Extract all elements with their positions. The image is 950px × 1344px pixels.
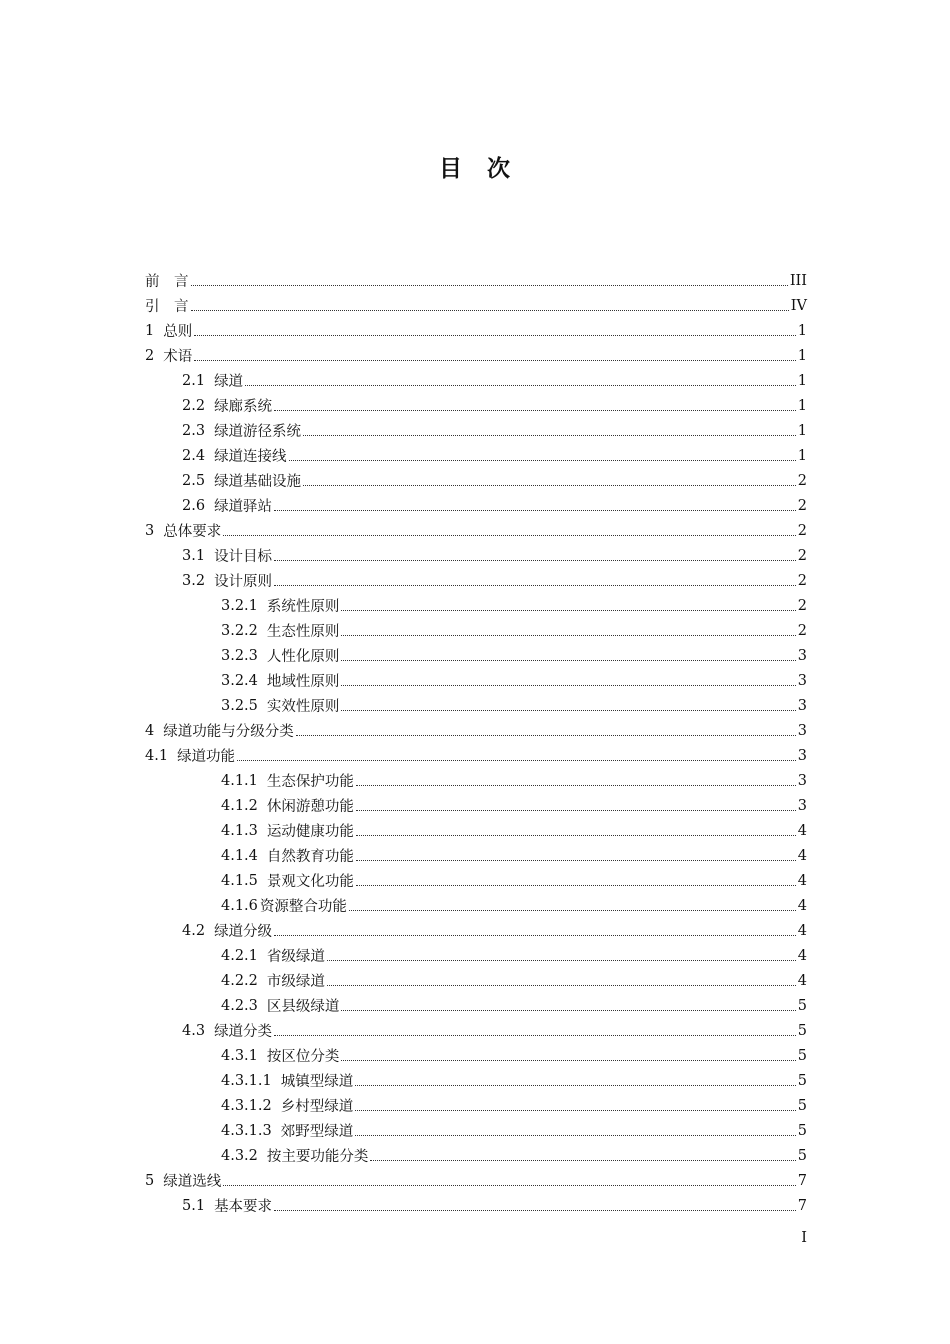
- toc-entry-number: 2.6: [182, 497, 206, 514]
- toc-entry[interactable]: [145, 318, 807, 343]
- toc-leader-dots: [341, 1060, 795, 1061]
- toc-entry-page: 2: [797, 597, 807, 614]
- toc-entry[interactable]: [145, 493, 807, 518]
- toc-entry[interactable]: [145, 593, 807, 618]
- toc-entry-page: 3: [797, 722, 807, 739]
- toc-entry-title: 绿道功能: [177, 749, 236, 765]
- toc-leader-dots: [303, 485, 796, 486]
- toc-entry-page: 5: [797, 1072, 807, 1089]
- toc-entry[interactable]: [145, 693, 807, 718]
- toc-entry-title: 人性化原则: [266, 649, 340, 665]
- toc-entry[interactable]: [145, 368, 807, 393]
- toc-entry-page: 2: [797, 547, 807, 564]
- toc-entry-title: 按区位分类: [266, 1049, 340, 1065]
- toc-entry-title: 运动健康功能: [266, 824, 354, 840]
- toc-entry[interactable]: [145, 818, 807, 843]
- toc-entry-title: 生态保护功能: [266, 774, 354, 790]
- toc-entry-title: 设计原则: [214, 574, 273, 590]
- toc-entry-page: 1: [797, 422, 807, 439]
- toc-leader-dots: [296, 735, 796, 736]
- toc-entry-page: 3: [797, 647, 807, 664]
- toc-entry-title: 郊野型绿道: [280, 1124, 354, 1140]
- toc-entry-page: 4: [797, 822, 807, 839]
- toc-entry-number: 4.3.1.1: [221, 1072, 272, 1089]
- toc-entry-page: 5: [797, 1047, 807, 1064]
- toc-leader-dots: [341, 660, 795, 661]
- toc-leader-dots: [355, 1085, 796, 1086]
- toc-entry-page: 3: [797, 672, 807, 689]
- toc-entry[interactable]: [145, 468, 807, 493]
- toc-entry-number: 4.3: [182, 1022, 206, 1039]
- toc-entry-title: 自然教育功能: [266, 849, 354, 865]
- toc-entry-title: 地域性原则: [266, 674, 340, 690]
- toc-leader-dots: [274, 1210, 796, 1211]
- toc-entry-number: 2.4: [182, 447, 206, 464]
- toc-entry-title: 绿道游径系统: [214, 424, 302, 440]
- toc-entry-page: 5: [797, 997, 807, 1014]
- toc-entry[interactable]: [145, 1143, 807, 1168]
- toc-leader-dots: [355, 1135, 796, 1136]
- toc-leader-dots: [341, 710, 795, 711]
- toc-leader-dots: [274, 560, 796, 561]
- toc-entry[interactable]: [145, 618, 807, 643]
- toc-leader-dots: [370, 1160, 795, 1161]
- toc-leader-dots: [274, 585, 796, 586]
- toc-entry-title: 系统性原则: [266, 599, 340, 615]
- toc-entry-title: 城镇型绿道: [280, 1074, 354, 1090]
- toc-entry-number: 5.1: [182, 1197, 206, 1214]
- toc-entry[interactable]: [145, 893, 807, 918]
- toc-leader-dots: [274, 1035, 796, 1036]
- toc-entry-page: 3: [797, 747, 807, 764]
- toc-entry-page: 4: [797, 922, 807, 939]
- toc-entry-number: 4.2.1: [221, 947, 258, 964]
- toc-entry-number: 4.1.1: [221, 772, 258, 789]
- toc-entry-page: 2: [797, 572, 807, 589]
- toc-entry-page: 3: [797, 697, 807, 714]
- toc-entry-title: 总体要求: [163, 524, 222, 540]
- toc-entry-title: 绿道基础设施: [214, 474, 302, 490]
- page-title: 目 次: [439, 156, 511, 182]
- toc-entry[interactable]: [145, 643, 807, 668]
- toc-entry-number: 2.1: [182, 372, 206, 389]
- toc-entry-page: 4: [797, 972, 807, 989]
- toc-leader-dots: [223, 1185, 796, 1186]
- toc-entry-title: 绿道功能与分级分类: [163, 724, 294, 740]
- toc-entry-page: 4: [797, 872, 807, 889]
- toc-leader-dots: [356, 810, 796, 811]
- toc-leader-dots: [356, 835, 796, 836]
- toc-entry[interactable]: [145, 568, 807, 593]
- toc-entry-title: 绿道驿站: [214, 499, 273, 515]
- toc-entry[interactable]: [145, 1168, 807, 1193]
- toc-entry[interactable]: [145, 743, 807, 768]
- toc-entry-number: 2.2: [182, 397, 206, 414]
- toc-leader-dots: [303, 435, 796, 436]
- toc-entry-number: 4.1.2: [221, 797, 258, 814]
- toc-entry[interactable]: [145, 1018, 807, 1043]
- toc-entry-number: 4.3.1.2: [221, 1097, 272, 1114]
- toc-entry-page: 2: [797, 522, 807, 539]
- toc-entry[interactable]: [145, 393, 807, 418]
- toc-entry[interactable]: [145, 943, 807, 968]
- toc-entry-page: 5: [797, 1147, 807, 1164]
- toc-entry-title: 区县级绿道: [266, 999, 340, 1015]
- toc-leader-dots: [274, 935, 796, 936]
- toc-entry-page: 7: [797, 1197, 807, 1214]
- toc-entry-number: 4.1.4: [221, 847, 258, 864]
- toc-entry[interactable]: [145, 668, 807, 693]
- toc-entry-page: 2: [797, 497, 807, 514]
- toc-entry-number: 1: [145, 322, 155, 339]
- toc-leader-dots: [274, 510, 796, 511]
- toc-entry[interactable]: [145, 918, 807, 943]
- toc-entry-title: 绿道分级: [214, 924, 273, 940]
- toc-entry-number: 4.3.1.3: [221, 1122, 272, 1139]
- toc-leader-dots: [194, 360, 796, 361]
- toc-entry-title: 引 言: [145, 299, 189, 315]
- toc-entry-title: 生态性原则: [266, 624, 340, 640]
- toc-entry-title: 休闲游憩功能: [266, 799, 354, 815]
- toc-leader-dots: [349, 910, 796, 911]
- toc-entry-page: 1: [797, 447, 807, 464]
- toc-leader-dots: [341, 635, 795, 636]
- toc-entry-number: 2.5: [182, 472, 206, 489]
- toc-leader-dots: [237, 760, 796, 761]
- toc-entry[interactable]: [145, 868, 807, 893]
- toc-entry-number: 3.2.4: [221, 672, 258, 689]
- toc-entry-title: 实效性原则: [266, 699, 340, 715]
- toc-entry-number: 4.2: [182, 922, 206, 939]
- toc-entry-title: 绿道选线: [163, 1174, 222, 1190]
- toc-entry-page: 2: [797, 472, 807, 489]
- toc-entry-page: 1: [797, 397, 807, 414]
- toc-entry[interactable]: [145, 293, 807, 318]
- toc-entry-title: 景观文化功能: [266, 874, 354, 890]
- toc-entry[interactable]: [145, 343, 807, 368]
- toc-entry-page: 7: [797, 1172, 807, 1189]
- toc-entry-page: 2: [797, 622, 807, 639]
- toc-entry-number: 4.1.5: [221, 872, 258, 889]
- toc-entry[interactable]: [145, 843, 807, 868]
- toc-entry[interactable]: [145, 268, 807, 293]
- toc-entry-title: 省级绿道: [266, 949, 325, 965]
- toc-entry[interactable]: [145, 1068, 807, 1093]
- toc-entry[interactable]: [145, 1093, 807, 1118]
- toc-entry-page: 1: [797, 347, 807, 364]
- toc-entry-page: 5: [797, 1022, 807, 1039]
- toc-entry-number: 4.1.3: [221, 822, 258, 839]
- toc-entry-page: 1: [797, 322, 807, 339]
- toc-entry-number: 3.2: [182, 572, 206, 589]
- toc-entry[interactable]: [145, 968, 807, 993]
- toc-leader-dots: [191, 310, 789, 311]
- toc-entry-title: 基本要求: [214, 1199, 273, 1215]
- toc-entry-page: IV: [790, 297, 807, 314]
- toc-entry-title: 按主要功能分类: [266, 1149, 369, 1165]
- toc-entry-page: III: [789, 272, 807, 289]
- toc-entry-number: 3.1: [182, 547, 206, 564]
- toc-entry-number: 4.3.1: [221, 1047, 258, 1064]
- toc-entry-number: 2.3: [182, 422, 206, 439]
- toc-entry-number: 3.2.5: [221, 697, 258, 714]
- toc-entry-number: 2: [145, 347, 155, 364]
- toc-entry-title: 总则: [163, 324, 193, 340]
- toc-entry-number: 4.1: [145, 747, 169, 764]
- toc-entry-number: 3.2.2: [221, 622, 258, 639]
- toc-leader-dots: [274, 410, 796, 411]
- toc-leader-dots: [355, 1110, 796, 1111]
- toc-entry-title: 绿廊系统: [214, 399, 273, 415]
- toc-entry-title: 市级绿道: [266, 974, 325, 990]
- toc-entry-number: 3: [145, 522, 155, 539]
- toc-entry-number: 3.2.3: [221, 647, 258, 664]
- toc-leader-dots: [191, 285, 788, 286]
- page-number: I: [801, 1230, 807, 1246]
- toc-entry-page: 5: [797, 1122, 807, 1139]
- toc-entry[interactable]: [145, 543, 807, 568]
- toc-entry[interactable]: [145, 993, 807, 1018]
- toc-entry[interactable]: [145, 1118, 807, 1143]
- toc-leader-dots: [327, 985, 796, 986]
- toc-entry-number: 5: [145, 1172, 155, 1189]
- toc-entry-page: 4: [797, 847, 807, 864]
- toc-entry[interactable]: [145, 518, 807, 543]
- toc-entry-page: 4: [797, 897, 807, 914]
- toc-entry-page: 1: [797, 372, 807, 389]
- toc-leader-dots: [341, 1010, 795, 1011]
- toc-leader-dots: [327, 960, 796, 961]
- toc-leader-dots: [356, 860, 796, 861]
- toc-entry-number: 4.2.3: [221, 997, 258, 1014]
- toc-entry[interactable]: [145, 793, 807, 818]
- toc-entry-page: 5: [797, 1097, 807, 1114]
- toc-entry-number: 4.3.2: [221, 1147, 258, 1164]
- table-of-contents: [145, 268, 807, 1218]
- toc-leader-dots: [356, 785, 796, 786]
- toc-entry-number: 4: [145, 722, 155, 739]
- toc-entry-number: 4.2.2: [221, 972, 258, 989]
- toc-leader-dots: [289, 460, 796, 461]
- toc-entry[interactable]: [145, 1193, 807, 1218]
- toc-entry-page: 3: [797, 772, 807, 789]
- toc-leader-dots: [341, 685, 795, 686]
- toc-entry-title: 设计目标: [214, 549, 273, 565]
- toc-entry-title: 绿道分类: [214, 1024, 273, 1040]
- toc-entry[interactable]: [145, 1043, 807, 1068]
- toc-entry-title: 术语: [163, 349, 193, 365]
- toc-leader-dots: [356, 885, 796, 886]
- toc-entry-page: 3: [797, 797, 807, 814]
- toc-entry-number: 4.1.6: [221, 897, 258, 914]
- toc-entry[interactable]: [145, 768, 807, 793]
- toc-entry-page: 4: [797, 947, 807, 964]
- toc-entry-title: 前 言: [145, 274, 189, 290]
- toc-leader-dots: [341, 610, 795, 611]
- toc-entry[interactable]: [145, 718, 807, 743]
- toc-entry[interactable]: [145, 418, 807, 443]
- toc-leader-dots: [245, 385, 796, 386]
- toc-entry-title: 绿道: [214, 374, 244, 390]
- toc-entry[interactable]: [145, 443, 807, 468]
- toc-entry-number: 3.2.1: [221, 597, 258, 614]
- toc-entry-title: 乡村型绿道: [280, 1099, 354, 1115]
- toc-entry-title: 绿道连接线: [214, 449, 287, 465]
- toc-entry-title: 资源整合功能: [259, 899, 347, 915]
- toc-leader-dots: [194, 335, 796, 336]
- toc-leader-dots: [223, 535, 796, 536]
